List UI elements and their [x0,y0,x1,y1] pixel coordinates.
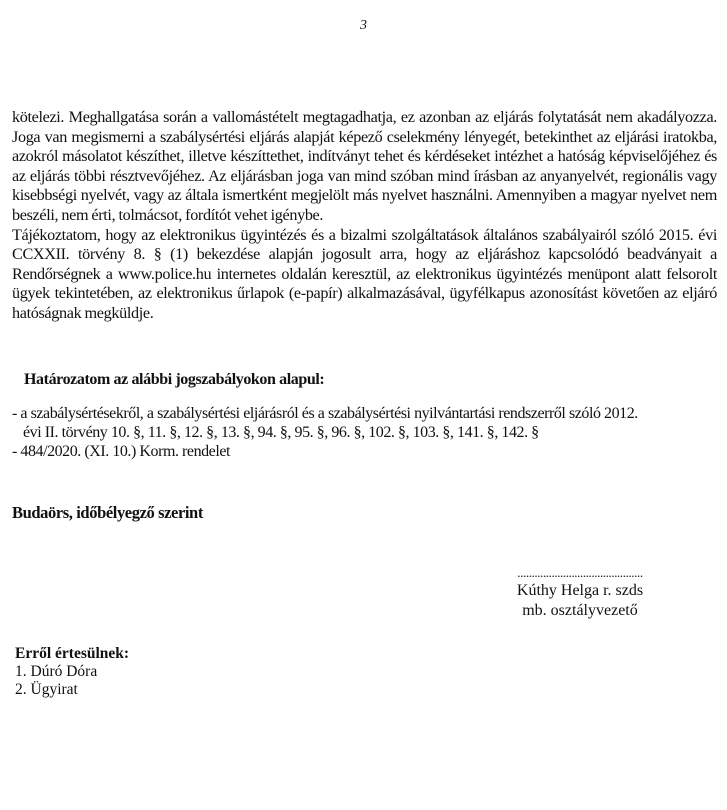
recipient-item: 1. Dúró Dóra [15,663,98,680]
recipient-item: 2. Ügyirat [15,681,78,698]
legal-basis-list [12,404,717,461]
body-text [12,108,717,324]
legal-basis-heading: Határozatom az alábbi jogszabályokon alapul: [24,371,325,388]
signature-block [470,565,690,621]
legal-basis-item-continued: évi II. törvény 10. §, 11. §, 12. §, 13. §, 94. §, 95. §, 96. §, 102. §, 103. §, 141. §, 142. § [23,424,539,441]
signatory-name: Kúthy Helga r. szds [516,582,644,599]
paragraph-electronic: Tájékoztatom, hogy az elektronikus ügyintézés és a bizalmi szolgáltatások általános szabályairól szóló 2015. évi CCXXII. törvény 8. § (1) bekezdése alapján jogosult arra, hogy az eljáráshoz kapcsolódó beadványait a Rendőrségnek a www.police.hu internetes oldalán keresztül, az elektronikus ügyintézés menüpont alatt felsorolt ügyek tekintetében, az elektronikus űrlapok (e-papír) alkalmazásával, ügyfélkapus azonosítást követően az eljáró hatóságnak megküldje. [12,225,717,322]
paragraph-rights: kötelezi. Meghallgatása során a vallomástételt megtagadhatja, ez azonban az eljárás folytatását nem akadályozza. Joga van megismerni a szabálysértési eljárás alapját képező cselekmény lényegét, betekinthet az eljárási iratokba, azokról másolatot készíthet, illetve készíttethet, indítványt tehet és kérdéseket intézhet a hatóság képviselőjéhez és az eljárás többi résztvevőjéhez. Az eljárásban joga van mind szóban mind írásban az anyanyelvét, regionális vagy kisebbségi nyelvét, vagy az általa ismertként megjelölt más nyelvet használni. Amennyiben a magyar nyelvet nem beszéli, nem érti, tolmácsot, fordítót vehet igénybe. [12,108,717,224]
recipients [15,645,129,699]
legal-basis-item: - 484/2020. (XI. 10.) Korm. rendelet [12,443,230,460]
signature-line: ............................................ [517,565,643,580]
legal-basis-item: - a szabálysértésekről, a szabálysértési eljárásról és a szabálysértési nyilvántartási rendszerről szóló 2012. [12,405,638,422]
page-number: 3 [360,18,367,33]
recipients-title: Erről értesülnek: [15,645,130,662]
signatory-title: mb. osztályvezető [522,602,638,619]
place-date: Budaörs, időbélyegző szerint [12,503,203,522]
